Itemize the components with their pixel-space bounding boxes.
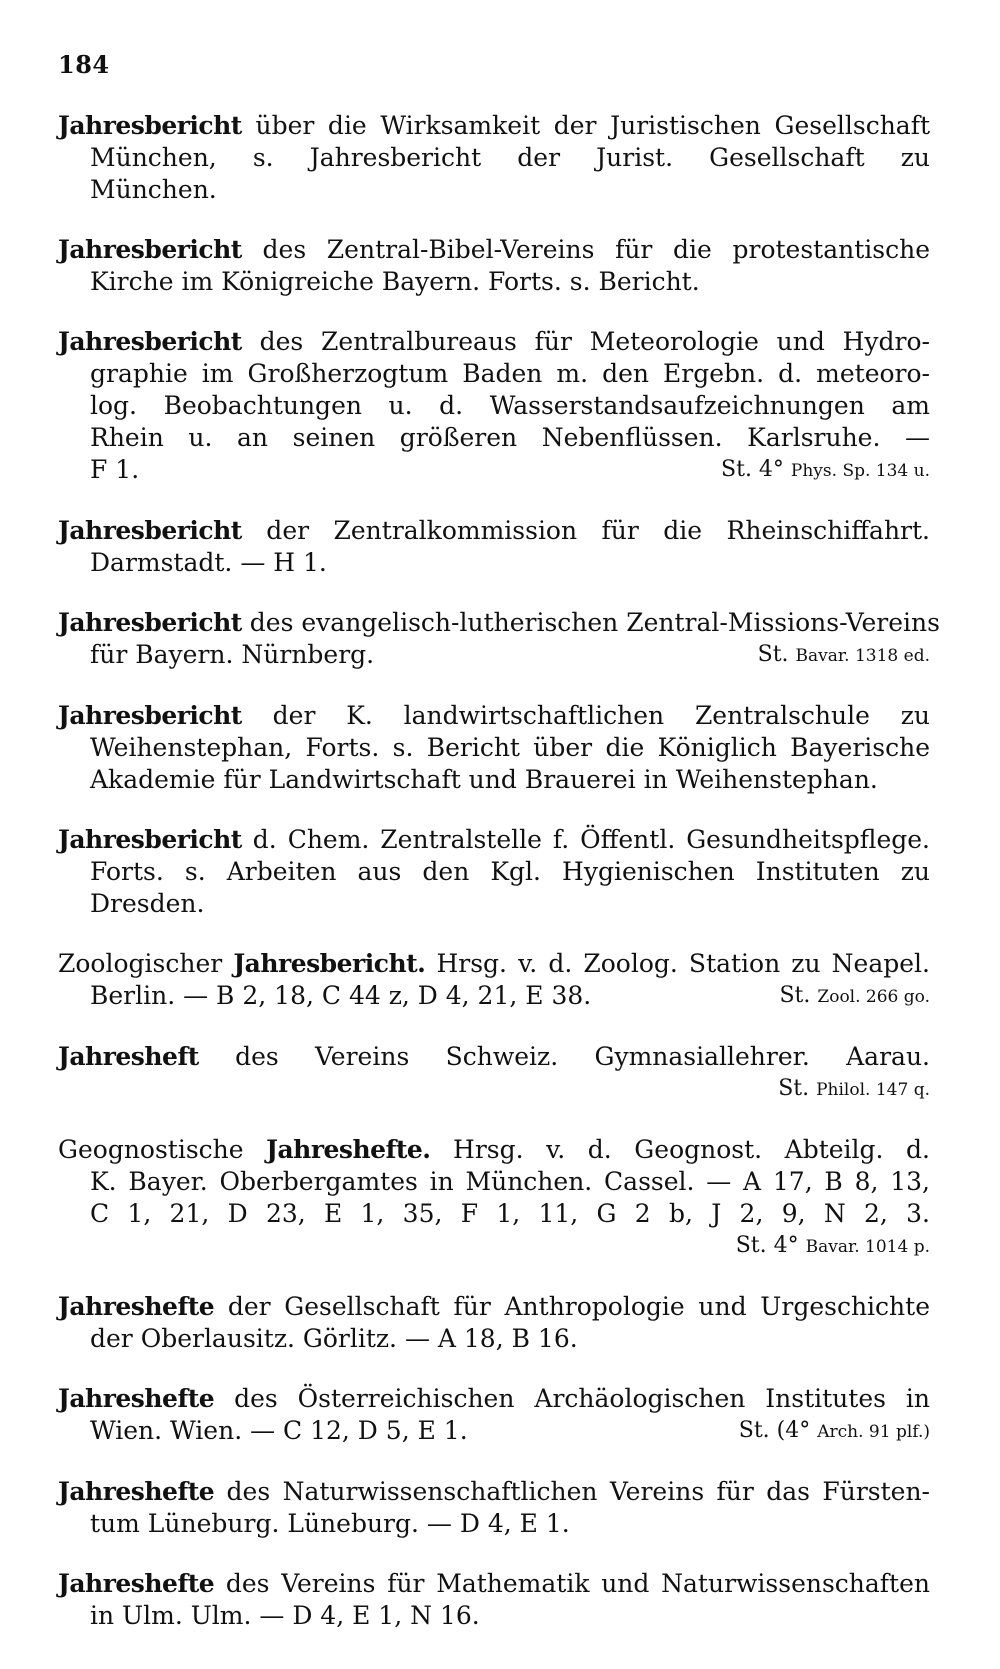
entry-line-text (58, 235, 930, 264)
entry-line (58, 422, 930, 454)
entry-text: München, s. Jahresbericht der Jurist. Gesellschaft zu (90, 143, 930, 172)
catalog-entry (58, 1041, 930, 1106)
entry-line (58, 1383, 930, 1415)
entry-line (58, 1568, 930, 1600)
entry-line-text (90, 1199, 930, 1228)
entry-text: des Vereins Schweiz. Gymnasiallehrer. Aarau. (198, 1042, 930, 1071)
catalog-entry (58, 515, 930, 579)
entry-text: Darmstadt. — H 1. (90, 548, 327, 577)
entry-line (58, 1198, 930, 1230)
entry-line (58, 234, 930, 266)
entry-line-text (58, 1569, 930, 1598)
entry-line-text (58, 327, 930, 356)
entry-line-text (90, 857, 930, 886)
page-number: 184 (58, 50, 110, 79)
entry-line (58, 1508, 930, 1540)
entry-line (58, 1041, 930, 1073)
entry-line (58, 888, 930, 920)
entry-line-text (90, 454, 139, 487)
entry-text: C 1, 21, D 23, E 1, 35, F 1, 11, G 2 b, J 2, 9, N 2, 3. (90, 1199, 930, 1228)
title-prefix: Zoologischer (58, 949, 234, 978)
entry-keyword: Jahreshefte (58, 1384, 215, 1413)
catalog-entry (58, 1568, 930, 1632)
entry-text: für Bayern. Nürnberg. (90, 640, 375, 669)
entry-line-text (90, 1323, 578, 1355)
title-prefix: Geognostische (58, 1135, 267, 1164)
catalog-entry (58, 1383, 930, 1448)
entry-line (58, 547, 930, 579)
entry-line-text (58, 1135, 930, 1164)
entry-line (58, 1415, 930, 1448)
entry-text: Berlin. — B 2, 18, C 44 z, D 4, 21, E 38. (90, 981, 592, 1010)
entry-keyword: Jahreshefte. (266, 1135, 431, 1164)
shelf-signature: St. Philol. 147 q. (778, 1076, 930, 1101)
catalog-entry (58, 700, 930, 796)
entry-text: Weihenstephan, Forts. s. Bericht über die Königlich Bayerische (90, 733, 930, 762)
entry-text: Rhein u. an seinen größeren Nebenflüssen. Karlsruhe. — (90, 423, 930, 452)
entry-line-text (90, 639, 374, 672)
entry-keyword: Jahresheft (58, 1042, 199, 1071)
entry-text: Hrsg. v. d. Zoolog. Station zu Neapel. (425, 949, 930, 978)
entry-line-text (90, 1508, 570, 1540)
entry-text: Kirche im Königreiche Bayern. Forts. s. Bericht. (90, 267, 700, 296)
entry-line (58, 326, 930, 358)
entry-line-text (90, 1600, 480, 1632)
entry-text: log. Beobachtungen u. d. Wasserstandsaufzeichnungen am (90, 391, 930, 420)
entry-line (58, 174, 930, 206)
entry-keyword: Jahresbericht (58, 701, 242, 730)
shelf-signature: St. Zool. 266 go. (779, 983, 930, 1008)
entry-line (58, 1600, 930, 1632)
catalog-entry (58, 1291, 930, 1355)
entry-line-text (90, 359, 930, 388)
entry-line (58, 1166, 930, 1198)
entry-line-text (90, 980, 591, 1013)
entry-text: Hrsg. v. d. Geognost. Abteilg. d. (430, 1135, 930, 1164)
entry-text: Dresden. (90, 889, 205, 918)
entry-keyword: Jahresbericht (58, 111, 242, 140)
entry-line (58, 948, 930, 980)
entry-line-text (58, 1292, 930, 1321)
entry-line (58, 824, 930, 856)
entry-text: der K. landwirtschaftlichen Zentralschule zu (241, 701, 930, 730)
entry-line (58, 1134, 930, 1166)
entry-line-text (58, 516, 930, 545)
entry-text: in Ulm. Ulm. — D 4, E 1, N 16. (90, 1601, 480, 1630)
entry-text: K. Bayer. Oberbergamtes in München. Cassel. — A 17, B 8, 13, (90, 1167, 930, 1196)
entry-line (58, 700, 930, 732)
entry-line (58, 390, 930, 422)
entry-line-text (90, 391, 930, 420)
entry-text: Akademie für Landwirtschaft und Brauerei in Weihenstephan. (90, 765, 878, 794)
entry-text: München. (90, 175, 217, 204)
entry-line-text (58, 701, 930, 730)
entry-line (58, 1291, 930, 1323)
entry-keyword: Jahresbericht (58, 516, 242, 545)
entry-line-text (90, 143, 930, 172)
entry-keyword: Jahresbericht (58, 825, 242, 854)
entry-line-text (58, 1477, 930, 1506)
shelf-signature: St. (4° Arch. 91 plf.) (738, 1418, 930, 1443)
entry-line-text (90, 174, 217, 206)
entry-line-text (90, 423, 930, 452)
entry-line-text (58, 608, 940, 637)
shelf-signature: St. 4° Bavar. 1014 p. (735, 1233, 930, 1258)
entry-line (58, 1073, 930, 1106)
entry-line-text (90, 266, 700, 298)
entry-text: F 1. (90, 455, 140, 484)
entry-line-text (58, 825, 930, 854)
entry-line (58, 358, 930, 390)
catalog-entry (58, 234, 930, 298)
entry-line (58, 764, 930, 796)
entry-line (58, 732, 930, 764)
entry-text: der Gesellschaft für Anthropologie und Urgeschichte (214, 1292, 930, 1321)
entry-line-text (58, 111, 930, 140)
entry-text: des Zentral-Bibel-Vereins für die protestantische (241, 235, 930, 264)
shelf-signature: St. Bavar. 1318 ed. (757, 642, 930, 667)
entry-text: des Naturwissenschaftlichen Vereins für das Fürsten- (214, 1477, 930, 1506)
entry-text: über die Wirksamkeit der Juristischen Gesellschaft (241, 111, 930, 140)
entry-line (58, 1323, 930, 1355)
entry-line-text (90, 1167, 930, 1196)
catalog-entries (58, 110, 940, 1660)
entry-line (58, 856, 930, 888)
entry-line (58, 142, 930, 174)
catalog-entry (58, 824, 930, 920)
entry-keyword: Jahreshefte (58, 1477, 215, 1506)
entry-line (58, 110, 930, 142)
entry-line-text (90, 888, 204, 920)
entry-line (58, 515, 930, 547)
entry-keyword: Jahresbericht. (233, 949, 426, 978)
entry-line (58, 607, 940, 639)
entry-line (58, 639, 930, 672)
entry-keyword: Jahresbericht (58, 235, 242, 264)
entry-keyword: Jahreshefte (58, 1292, 215, 1321)
entry-text: der Oberlausitz. Görlitz. — A 18, B 16. (90, 1324, 578, 1353)
entry-line (58, 266, 930, 298)
entry-line-text (58, 1384, 930, 1413)
entry-line-text (58, 1042, 930, 1071)
entry-text: Forts. s. Arbeiten aus den Kgl. Hygienischen Instituten zu (90, 857, 930, 886)
catalog-entry (58, 948, 930, 1013)
entry-text: des Zentralbureaus für Meteorologie und Hydro- (241, 327, 930, 356)
entry-text: der Zentralkommission für die Rheinschiffahrt. (241, 516, 930, 545)
entry-text: d. Chem. Zentralstelle f. Öffentl. Gesundheitspflege. (241, 825, 930, 854)
entry-text: des Österreichischen Archäologischen Institutes in (214, 1384, 930, 1413)
catalog-entry (58, 607, 940, 672)
entry-line (58, 454, 930, 487)
entry-text: des evangelisch-lutherischen Zentral-Missions-Vereins (241, 608, 940, 637)
entry-text: des Vereins für Mathematik und Naturwissenschaften (214, 1569, 930, 1598)
entry-line-text (90, 733, 930, 762)
entry-line-text (90, 547, 327, 579)
entry-line (58, 1230, 930, 1263)
entry-text: Wien. Wien. — C 12, D 5, E 1. (90, 1416, 468, 1445)
entry-keyword: Jahreshefte (58, 1569, 215, 1598)
entry-line-text (90, 1415, 468, 1448)
shelf-signature: St. 4° Phys. Sp. 134 u. (721, 457, 930, 482)
catalog-entry (58, 326, 930, 487)
entry-text: tum Lüneburg. Lüneburg. — D 4, E 1. (90, 1509, 570, 1538)
entry-keyword: Jahresbericht (58, 327, 242, 356)
entry-line-text (58, 949, 930, 978)
catalog-entry (58, 110, 930, 206)
entry-line-text (90, 764, 878, 796)
catalog-entry (58, 1134, 930, 1263)
entry-line (58, 980, 930, 1013)
entry-text: graphie im Großherzogtum Baden m. den Ergebn. d. meteoro- (90, 359, 930, 388)
entry-keyword: Jahresbericht (58, 608, 242, 637)
catalog-entry (58, 1476, 930, 1540)
entry-line (58, 1476, 930, 1508)
